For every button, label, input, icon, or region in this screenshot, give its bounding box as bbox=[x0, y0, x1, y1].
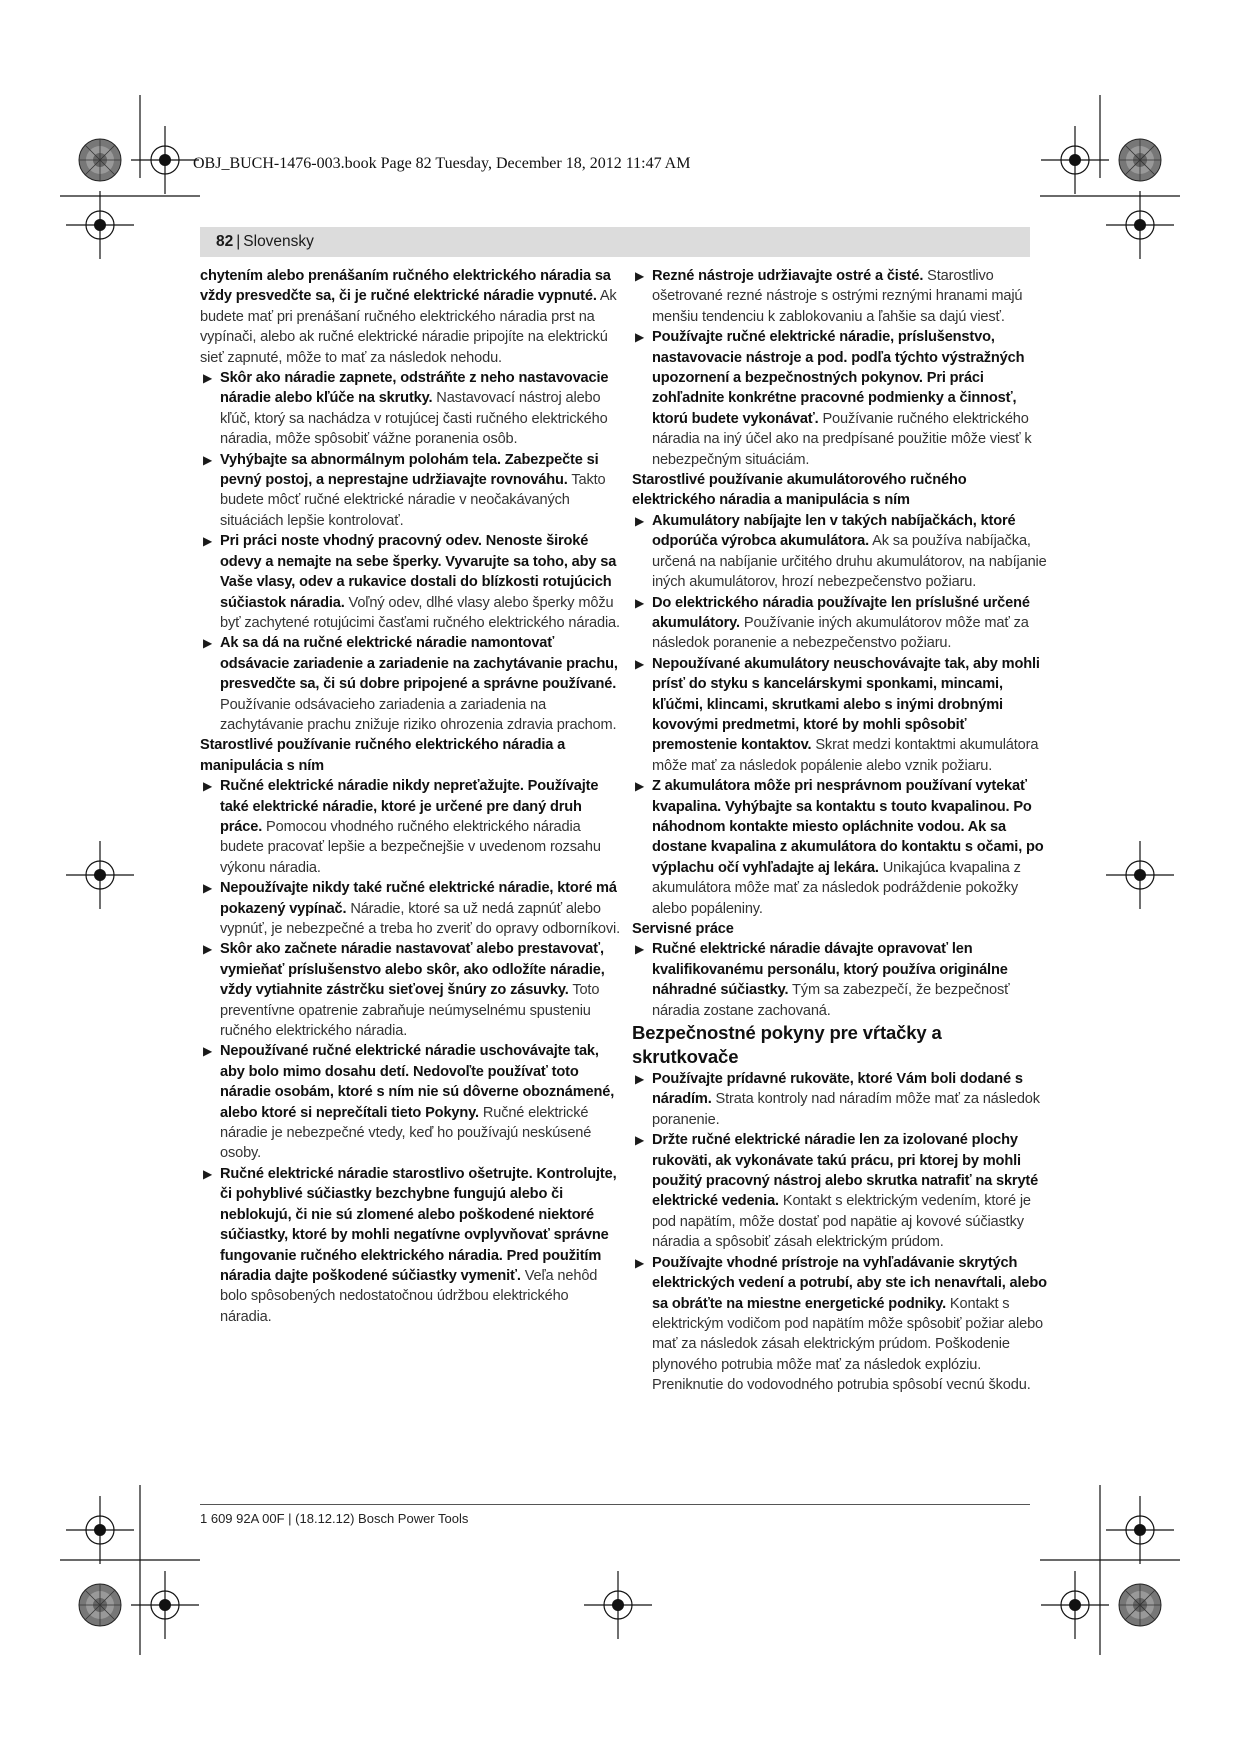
section-heading: Bezpečnostné pokyny pre vŕtačky a skrutkovače bbox=[632, 1022, 942, 1068]
bullet-icon: ▶ bbox=[203, 942, 213, 957]
list-item: ▶ Akumulátory nabíjajte len v takých nabíjačkách, ktoré odporúča výrobca akumulátora. Ak sa používa nabíjačka, určená na nabíjanie určitého druhu akumulátorov, na nabíjanie iných akumulátorov, hrozí nebezpečenstvo požiaru. bbox=[635, 512, 1047, 591]
list-item: ▶ Pri práci noste vhodný pracovný odev. Nenoste široké odevy a nemajte na sebe šperky. Vyvarujte sa toho, aby sa Vaše vlasy, odev a rukavice dostali do blízkosti rotujúcich súčiastok náradia. Voľný odev, dlhé vlasy alebo šperky môžu byť zachytené rotujúcimi časťami ručného elektrického náradia. bbox=[203, 533, 620, 631]
bullet-icon: ▶ bbox=[203, 534, 213, 549]
list-item: ▶ Ručné elektrické náradie nikdy nepreťažujte. Používajte také elektrické náradie, ktoré je určené pre daný druh práce. Pomocou vhodného ručného elektrického náradia budete pracovať lepšie a bezpečnejšie v uvedenom rozsahu výkonu náradia. bbox=[203, 778, 601, 876]
list-item: ▶ Ručné elektrické náradie starostlivo ošetrujte. Kontrolujte, či pohyblivé súčiastky bezchybne fungujú alebo či neblokujú, či nie sú zlomené alebo poškodené niektoré súčiastky, ktoré by mohli negatívne ovplyvňovať správne fungovanie ručného elektrického náradia. Pred použitím náradia dajte poškodené súčiastky vymeniť. Veľa nehôd bolo spôsobených nedostatočnou údržbou elektrického náradia. bbox=[203, 1165, 617, 1325]
list-item: ▶ Nepoužívané akumulátory neuschovávajte tak, aby mohli prísť do styku s kancelárskymi sponkami, mincami, kľúčmi, klincami, skrutkami alebo s inými drobnými kovovými predmetmi, ktoré by mohli spôsobiť premostenie kontaktov. Skrat medzi kontaktmi akumulátora môže mať za následok popálenie alebo vznik požiaru. bbox=[635, 655, 1040, 774]
subheading: Servisné práce bbox=[632, 921, 734, 937]
bullet-icon: ▶ bbox=[635, 269, 645, 283]
list-item: ▶ Skôr ako začnete náradie nastavovať alebo prestavovať, vymieňať príslušenstvo alebo skôr, ako odložíte náradie, vždy vytiahnite zástrčku sieťovej šnúry zo zásuvky. Toto preventívne opatrenie zabraňuje neúmyselnému spusteniu ručného elektrického náradia. bbox=[203, 941, 605, 1040]
list-item: ▶ Skôr ako náradie zapnete, odstráňte z neho nastavovacie náradie alebo kľúče na skrutky. Nastavovací nástroj alebo kľúč, ktorý sa nachádza v rotujúcej časti ručného elektrického náradia, môže spôsobiť vážne poranenia osôb. bbox=[203, 370, 609, 448]
continued-paragraph: chytením alebo prenášaním ručného elektrického náradia sa vždy presvedčte sa, či je ručné elektrické náradie vypnuté. Ak budete mať pri prenášaní ručného elektrického náradia prst na vypínači, alebo ak ručné elektrické náradie pripojíte na elektrickú sieť zapnuté, môže to mať za následok nehodu. bbox=[200, 268, 617, 366]
bullet-icon: ▶ bbox=[635, 942, 645, 957]
list-item: ▶ Vyhýbajte sa abnormálnym polohám tela. Zabezpečte si pevný postoj, a neprestajne udržiavajte rovnováhu. Takto budete môcť ručné elektrické náradie v neočakávaných situáciách lepšie kontrolovať. bbox=[203, 451, 606, 529]
bullet-icon: ▶ bbox=[635, 1255, 645, 1270]
bullet-icon: ▶ bbox=[635, 595, 645, 610]
print-slug: OBJ_BUCH-1476-003.book Page 82 Tuesday, December 18, 2012 11:47 AM bbox=[193, 155, 691, 172]
right-column bbox=[632, 266, 1052, 1396]
bullet-icon: ▶ bbox=[635, 330, 645, 345]
list-item: ▶ Používajte prídavné rukoväte, ktoré Vám boli dodané s náradím. Strata kontroly nad náradím môže mať za následok poranenie. bbox=[635, 1071, 1040, 1128]
list-item: ▶ Držte ručné elektrické náradie len za izolované plochy rukoväti, ak vykonávate takú prácu, pri ktorej by mohli použitý pracovný nástroj alebo skrutka natrafiť na skryté elektrické vedenia. Kontakt s elektrickým vedením, ktoré je pod napätím, môže dostať pod napätie aj kovové súčiastky náradia a spôsobiť zásah elektrickým prúdom. bbox=[635, 1132, 1039, 1251]
bullet-icon: ▶ bbox=[635, 779, 645, 794]
subheading: Starostlivé používanie akumulátorového ručného elektrického náradia a manipulácia s ním bbox=[632, 472, 967, 509]
footer-rule bbox=[200, 1504, 1030, 1505]
list-item: ▶ Rezné nástroje udržiavajte ostré a čisté. Starostlivo ošetrované rezné nástroje s ostrými reznými hranami majú menšiu tendenciu k zablokovaniu a ľahšie sa dajú viesť. bbox=[635, 268, 1023, 325]
page-footer: 1 609 92A 00F | (18.12.12) Bosch Power Tools bbox=[200, 1511, 469, 1526]
list-item: ▶ Ručné elektrické náradie dávajte opravovať len kvalifikovanému personálu, ktorý používa originálne náhradné súčiastky. Tým sa zabezpečí, že bezpečnosť náradia zostane zachovaná. bbox=[635, 941, 1010, 1019]
safety-list bbox=[632, 266, 1052, 470]
left-column bbox=[200, 266, 620, 1327]
safety-list bbox=[632, 939, 1052, 1021]
bullet-icon: ▶ bbox=[203, 779, 213, 794]
bullet-icon: ▶ bbox=[635, 1133, 645, 1148]
page-header bbox=[200, 227, 1030, 257]
list-item: ▶ Používajte ručné elektrické náradie, príslušenstvo, nastavovacie nástroje a pod. podľa týchto výstražných upozornení a bezpečnostných pokynov. Pri práci zohľadnite konkrétne pracovné podmienky a činnosť, ktorú budete vykonávať. Používanie ručného elektrického náradia na iný účel ako na predpísané použitie môže viesť k nebezpečným situáciám. bbox=[635, 329, 1032, 468]
bullet-icon: ▶ bbox=[203, 881, 213, 896]
header-separator: | bbox=[236, 233, 241, 250]
list-item: ▶ Z akumulátora môže pri nesprávnom používaní vytekať kvapalina. Vyhýbajte sa kontaktu s touto kvapalinou. Po náhodnom kontakte miesto opláchnite vodou. Ak sa dostane kvapalina z akumulátora do kontaktu s očami, po výplachu očí vyhľadajte aj lekára. Unikajúca kvapalina z akumulátora môže mať za následok podráždenie pokožky alebo popáleniny. bbox=[635, 778, 1044, 917]
safety-list bbox=[200, 368, 620, 735]
list-item: ▶ Ak sa dá na ručné elektrické náradie namontovať odsávacie zariadenie a zariadenie na zachytávanie prachu, presvedčte sa, či sú dobre pripojené a správne používané. Používanie odsávacieho zariadenia a zariadenia na zachytávanie prachu znižuje riziko ohrozenia zdravia prachom. bbox=[203, 635, 618, 733]
bullet-icon: ▶ bbox=[203, 1044, 213, 1059]
bullet-icon: ▶ bbox=[635, 513, 645, 528]
bullet-icon: ▶ bbox=[635, 656, 645, 671]
bullet-icon: ▶ bbox=[203, 636, 213, 651]
safety-list bbox=[632, 511, 1052, 919]
list-item: ▶ Nepoužívajte nikdy také ručné elektrické náradie, ktoré má pokazený vypínač. Náradie, ktoré sa už nedá zapnúť alebo vypnúť, je nebezpečné a treba ho zveriť do opravy odborníkovi. bbox=[203, 880, 620, 937]
page-number: 82 bbox=[216, 233, 234, 250]
list-item: ▶ Nepoužívané ručné elektrické náradie uschovávajte tak, aby bolo mimo dosahu detí. Nedovoľte používať toto náradie osobám, ktoré s ním nie sú dôverne oboznámené, alebo ktoré si neprečítali tieto Pokyny. Ručné elektrické náradie je nebezpečné vtedy, keď ho používajú neskúsené osoby. bbox=[203, 1043, 615, 1162]
bullet-icon: ▶ bbox=[203, 1166, 213, 1181]
language-label: Slovensky bbox=[243, 233, 314, 250]
bullet-icon: ▶ bbox=[203, 452, 213, 467]
safety-list bbox=[632, 1069, 1052, 1396]
bullet-icon: ▶ bbox=[635, 1072, 645, 1087]
list-item: ▶ Do elektrického náradia používajte len príslušné určené akumulátory. Používanie iných akumulátorov môže mať za následok poranenie a nebezpečenstvo požiaru. bbox=[635, 594, 1030, 652]
bullet-icon: ▶ bbox=[203, 371, 213, 386]
list-item: ▶ Používajte vhodné prístroje na vyhľadávanie skrytých elektrických vedení a potrubí, aby ste ich nenavŕtali, alebo sa obráťte na miestne energetické podniky. Kontakt s elektrickým vodičom pod napätím môže spôsobiť požiar alebo mať za následok zásah elektrickým prúdom. Poškodenie plynového potrubia môže mať za následok explóziu. Preniknutie do vodovodného potrubia spôsobí vecnú škodu. bbox=[635, 1254, 1047, 1394]
safety-list bbox=[200, 776, 620, 1327]
subheading: Starostlivé používanie ručného elektrického náradia a manipulácia s ním bbox=[200, 737, 566, 774]
